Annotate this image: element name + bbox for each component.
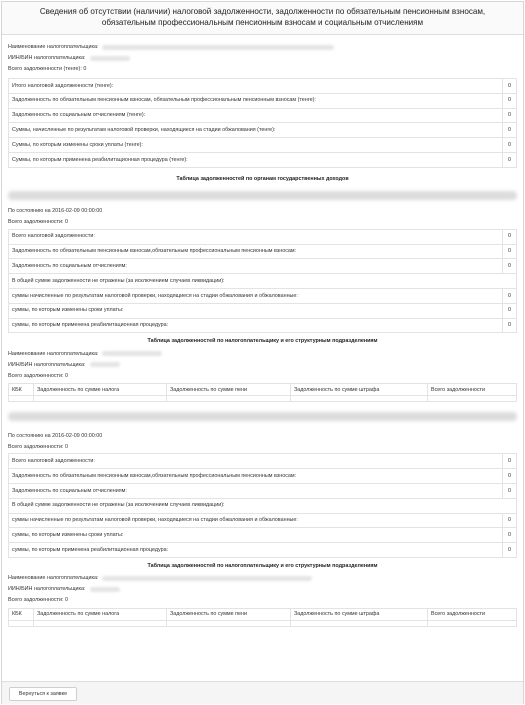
- row-value: 0: [503, 79, 517, 94]
- row-value: 0: [503, 229, 517, 244]
- table-row: [9, 79, 517, 94]
- page-title: Сведения об отсутствии (наличии) налоговой задолженности, задолженности по обязательным пенсионным взносам, обязательным профессиональным пенсионным взносам и социальным отчислениям: [39, 7, 486, 27]
- row-value: 0: [503, 543, 517, 558]
- table-row: [9, 108, 517, 123]
- taxpayer-iin-label: ИИН/БИН налогоплательщика:: [8, 55, 86, 62]
- table-row: [9, 123, 517, 138]
- kbk-table: [8, 608, 517, 627]
- redacted-iin: [90, 56, 130, 61]
- row-label: В общей сумме задолженности не отражены (за исключением случаев ликвидации):: [9, 274, 517, 289]
- redacted-organ-name: [8, 412, 517, 421]
- row-label: Задолженность по обязательным пенсионным взносам,обязательным профессиональным пенсионным взносам:: [9, 469, 503, 484]
- organ-total: Всего задолженности: 0: [8, 219, 68, 226]
- table-row: [9, 229, 517, 244]
- row-label: суммы, по которым применена реабилитационная процедура:: [9, 318, 503, 333]
- organ-total: Всего задолженности: 0: [8, 443, 68, 450]
- kbk-col-header: КБК: [9, 608, 34, 620]
- row-label: суммы начисленные по результатам налоговой проверки, находящиеся на стадии обжалования и обжалованные:: [9, 513, 503, 528]
- summary-table: [8, 78, 517, 168]
- row-label: Итого налоговой задолженности (тенге):: [9, 79, 503, 94]
- panel-header: [2, 2, 523, 35]
- fine-col-header: Задолженность по сумме штрафа: [291, 608, 428, 620]
- fine-col-header: Задолженность по сумме штрафа: [291, 384, 428, 396]
- organ-debt-table: [8, 229, 517, 334]
- organ-as-of: По состоянию на 2016-02-09 00:00:00: [8, 432, 103, 439]
- table-row: [9, 152, 517, 167]
- kbk-empty-row: [9, 396, 517, 402]
- organ-header: [8, 402, 517, 430]
- taxpayer-name-label: Наименование налогоплательщика:: [8, 44, 99, 51]
- row-label: суммы начисленные по результатам налоговой проверки, находящиеся на стадии обжалования и обжалованные:: [9, 288, 503, 303]
- row-label: Суммы, начисленные по результатам налоговой проверки, находящиеся на стадии обжалования (тенге):: [9, 123, 503, 138]
- redacted-organ-name: [8, 191, 517, 200]
- row-value: 0: [503, 123, 517, 138]
- table-row: [9, 274, 517, 289]
- organ-header: [8, 186, 517, 206]
- table-row: [9, 138, 517, 153]
- row-value: 0: [503, 108, 517, 123]
- redacted-iin: [90, 587, 120, 592]
- taxpayer-iin-row: [8, 53, 517, 64]
- redacted-name: [102, 45, 334, 50]
- total-col-header: Всего задолженности: [428, 384, 517, 396]
- penalty-col-header: Задолженность по сумме пени: [167, 384, 291, 396]
- redacted-iin: [90, 362, 120, 367]
- table-row: [9, 528, 517, 543]
- subdivision-section-title: Таблица задолженностей по налогоплательщику и его структурным подразделениям: [147, 562, 378, 569]
- row-value: 0: [503, 259, 517, 274]
- row-value: 0: [503, 288, 517, 303]
- row-label: Всего налоговой задолженности:: [9, 229, 503, 244]
- row-value: 0: [503, 454, 517, 469]
- row-label: Задолженность по социальным отчислениям (тенге):: [9, 108, 503, 123]
- back-to-application-button[interactable]: Вернуться к заявке: [9, 687, 77, 701]
- sub-name-label: Наименование налогоплательщика:: [8, 575, 99, 582]
- table-row: [9, 303, 517, 318]
- table-row: [9, 454, 517, 469]
- redacted-name: [102, 576, 312, 581]
- sub-name-row: [8, 573, 517, 584]
- panel-footer: [2, 681, 523, 704]
- sub-iin-row: [8, 359, 517, 370]
- penalty-col-header: Задолженность по сумме пени: [167, 608, 291, 620]
- sub-total: Всего задолженности: 0: [8, 597, 68, 604]
- row-label: суммы, по которым изменены сроки уплаты:: [9, 303, 503, 318]
- table-row: [9, 498, 517, 513]
- row-value: 0: [503, 483, 517, 498]
- row-label: суммы, по которым применена реабилитационная процедура:: [9, 543, 503, 558]
- organ-debt-table: [8, 453, 517, 558]
- table-row: [9, 469, 517, 484]
- organs-section-title: Таблица задолженностей по органам государственных доходов: [176, 175, 349, 182]
- table-row: [9, 259, 517, 274]
- tax-col-header: Задолженность по сумме налога: [34, 608, 167, 620]
- row-value: 0: [503, 528, 517, 543]
- kbk-empty-row: [9, 620, 517, 626]
- row-value: 0: [503, 513, 517, 528]
- kbk-col-header: КБК: [9, 384, 34, 396]
- table-row: [9, 288, 517, 303]
- row-label: суммы, по которым изменены сроки уплаты:: [9, 528, 503, 543]
- organ-as-of: По состоянию на 2016-02-09 00:00:00: [8, 208, 103, 215]
- sub-total: Всего задолженности: 0: [8, 372, 68, 379]
- table-row: [9, 543, 517, 558]
- sub-iin-label: ИИН/БИН налогоплательщика:: [8, 361, 86, 368]
- row-value: 0: [503, 244, 517, 259]
- row-label: Задолженность по социальным отчислениям:: [9, 483, 503, 498]
- panel-content: [8, 42, 517, 627]
- sub-iin-row: [8, 584, 517, 595]
- sub-name-row: [8, 348, 517, 359]
- taxpayer-name-row: [8, 42, 517, 53]
- row-label: Суммы, по которым изменены сроки уплаты (тенге):: [9, 138, 503, 153]
- tax-col-header: Задолженность по сумме налога: [34, 384, 167, 396]
- row-label: Суммы, по которым применена реабилитационная процедура (тенге):: [9, 152, 503, 167]
- certificate-panel: [1, 1, 524, 704]
- row-value: 0: [503, 138, 517, 153]
- row-label: Задолженность по обязательным пенсионным взносам, обязательным профессиональным пенсионным взносам (тенге):: [9, 93, 503, 108]
- row-value: 0: [503, 469, 517, 484]
- table-row: [9, 513, 517, 528]
- row-label: В общей сумме задолженности не отражены (за исключением случаев ликвидации):: [9, 498, 517, 513]
- row-label: Задолженность по социальным отчислениям:: [9, 259, 503, 274]
- row-value: 0: [503, 93, 517, 108]
- subdivision-section-title: Таблица задолженностей по налогоплательщику и его структурным подразделениям: [147, 338, 378, 345]
- row-label: Всего налоговой задолженности:: [9, 454, 503, 469]
- table-row: [9, 483, 517, 498]
- kbk-header-row: [9, 608, 517, 620]
- table-row: [9, 93, 517, 108]
- redacted-name: [102, 351, 162, 356]
- table-row: [9, 318, 517, 333]
- table-row: [9, 244, 517, 259]
- row-value: 0: [503, 152, 517, 167]
- total-col-header: Всего задолженности: [428, 608, 517, 620]
- sub-iin-label: ИИН/БИН налогоплательщика:: [8, 586, 86, 593]
- row-value: 0: [503, 318, 517, 333]
- row-value: 0: [503, 303, 517, 318]
- taxpayer-total: Всего задолженности (тенге): 0: [8, 66, 87, 73]
- sub-name-label: Наименование налогоплательщика:: [8, 350, 99, 357]
- kbk-header-row: [9, 384, 517, 396]
- kbk-table: [8, 383, 517, 402]
- row-label: Задолженность по обязательным пенсионным взносам,обязательным профессиональным пенсионным взносам:: [9, 244, 503, 259]
